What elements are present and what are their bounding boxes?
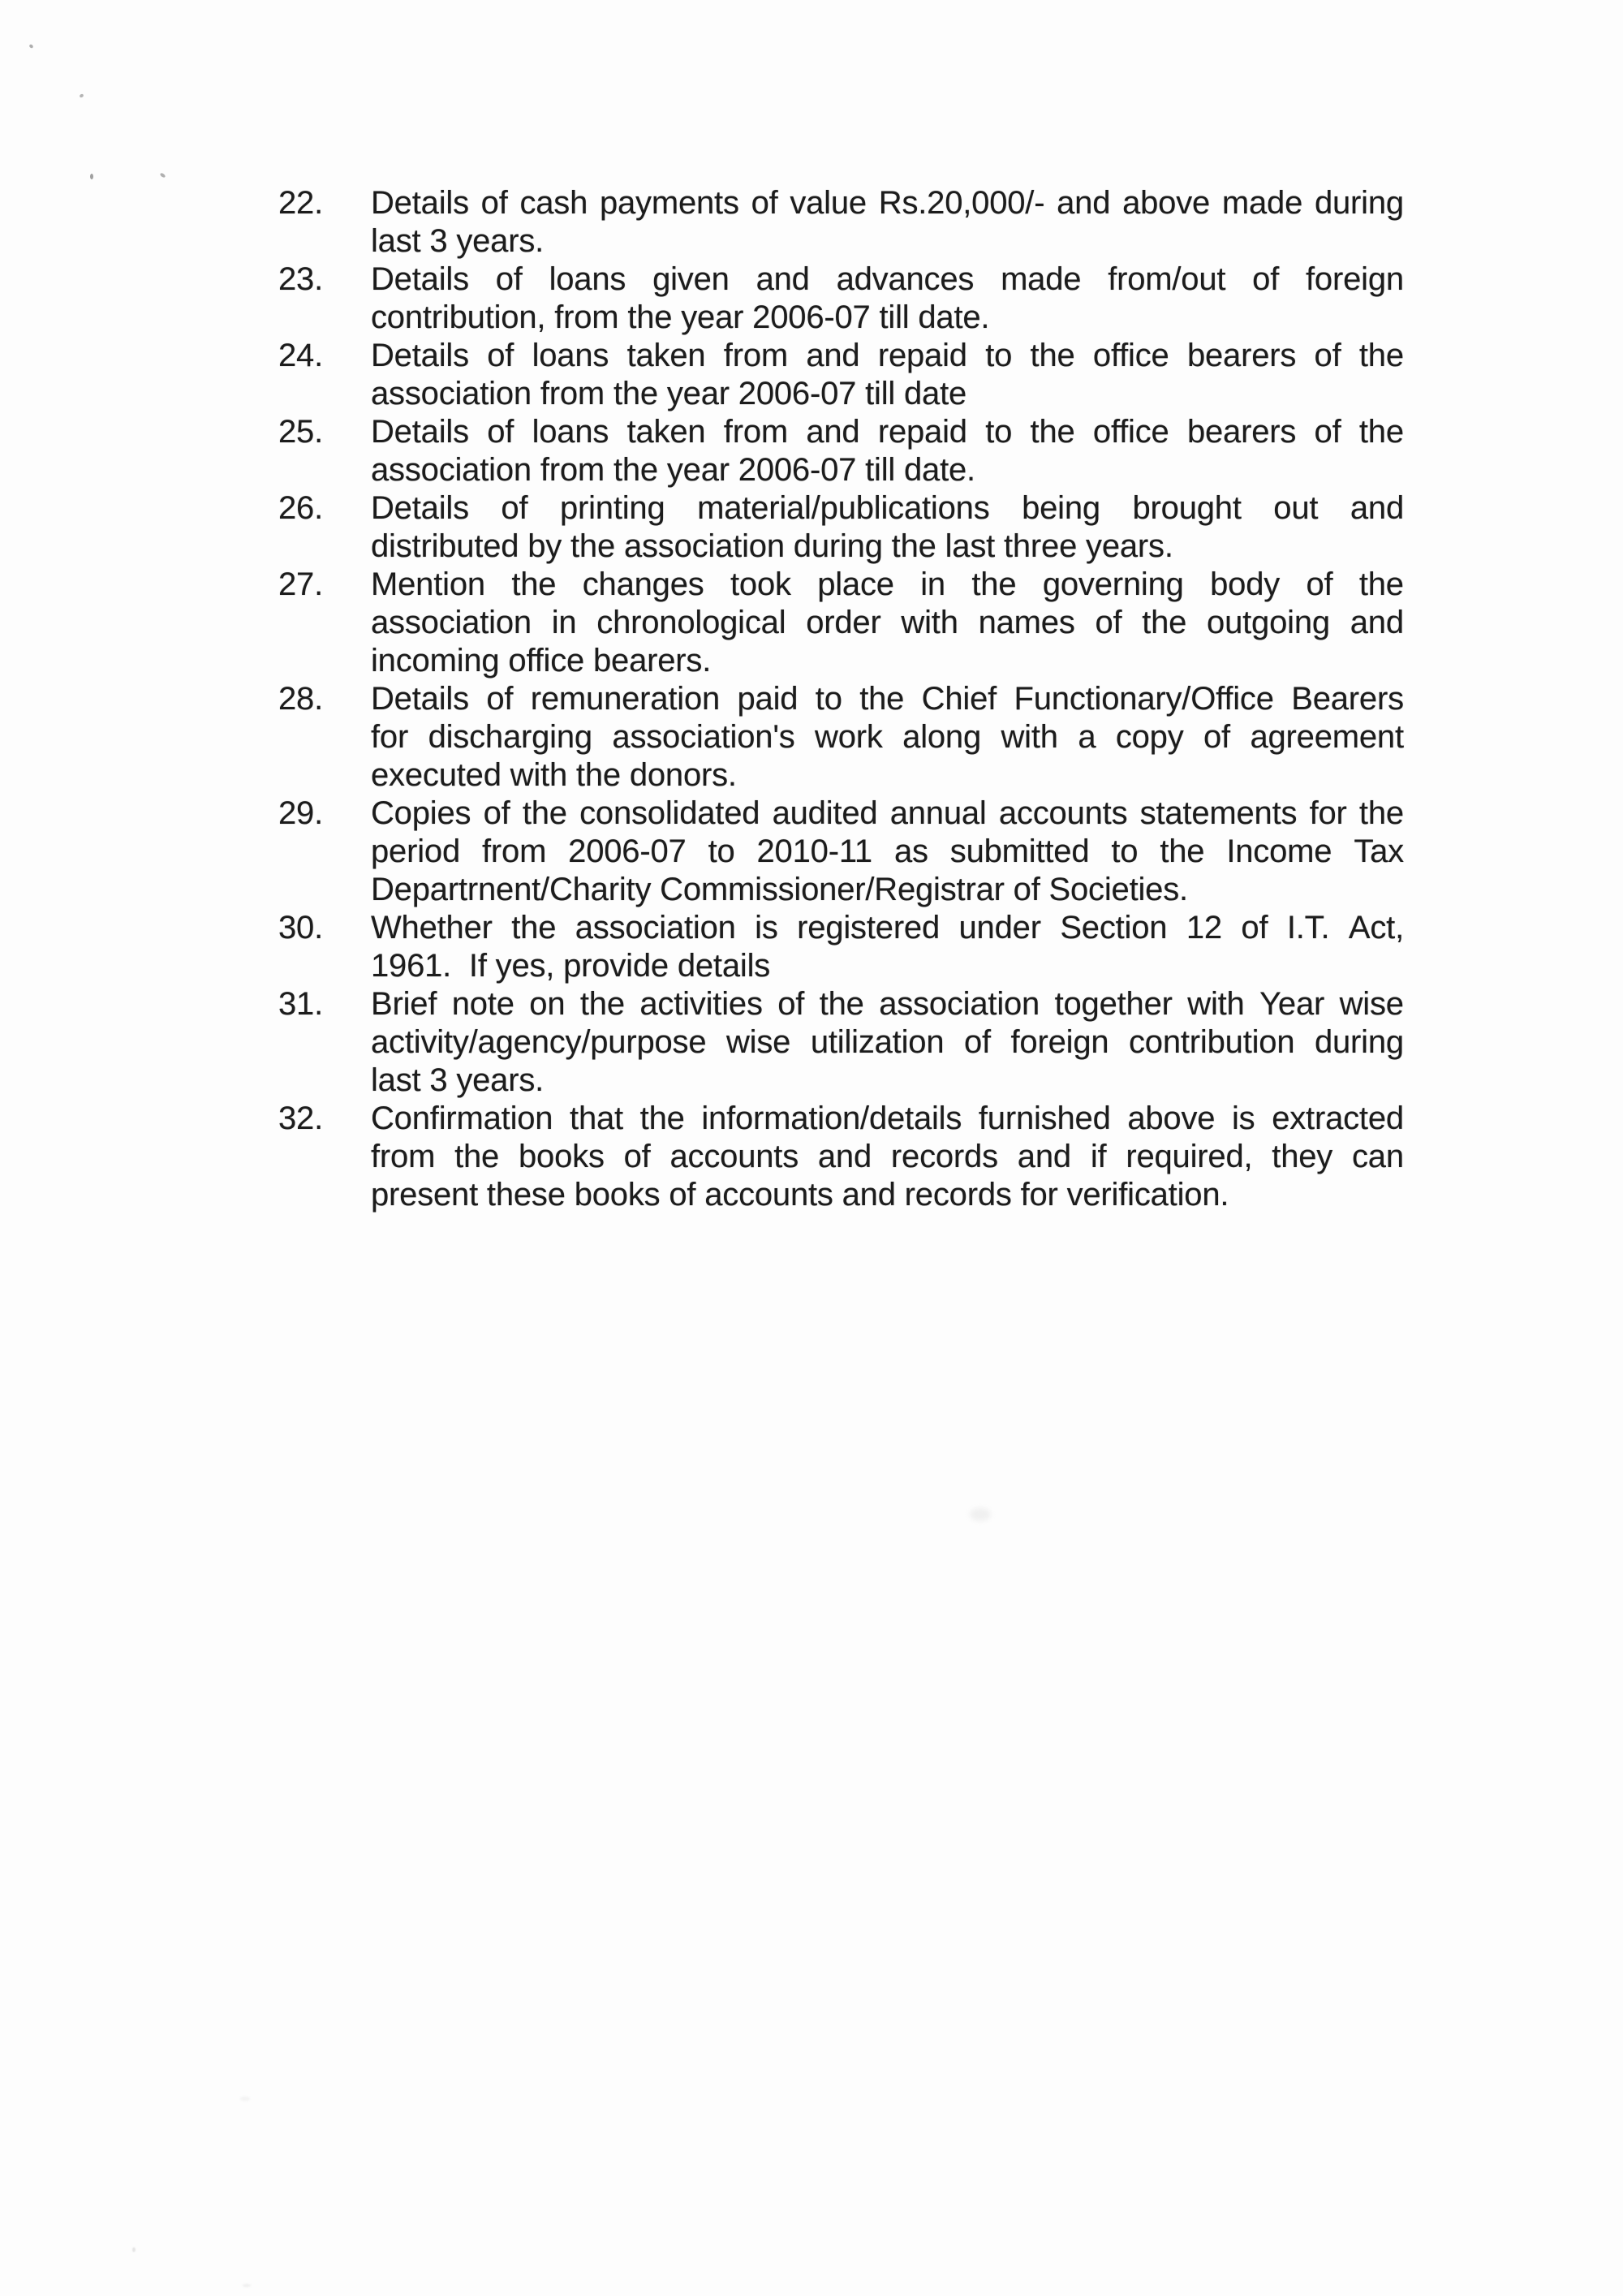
word: the (522, 795, 567, 831)
word: of (483, 795, 510, 831)
word: of (1095, 605, 1122, 640)
word: above (1127, 1101, 1216, 1136)
item-text (371, 337, 1404, 413)
item-text (371, 909, 1404, 985)
word: submitted (949, 834, 1090, 869)
word: of (963, 1024, 991, 1060)
word: that (570, 1101, 623, 1136)
item-number: 31. (278, 986, 324, 1022)
word: utilization (810, 1024, 945, 1060)
item-text (371, 261, 1404, 337)
word: and (806, 414, 860, 450)
word: annual (889, 795, 987, 831)
word: agreement (1250, 719, 1404, 755)
word: and (756, 261, 810, 297)
word: association (879, 986, 1040, 1022)
word: I.T. (1286, 910, 1330, 946)
word: bearers (1186, 414, 1297, 450)
word: order (806, 605, 881, 640)
list-item (278, 413, 1404, 489)
item-number: 23. (278, 261, 324, 297)
word: can (1352, 1139, 1404, 1174)
text-line: executed with the donors. (371, 757, 737, 793)
word: the (1030, 338, 1075, 373)
word: of (1306, 566, 1333, 602)
word: Details (371, 681, 469, 717)
word: a (1078, 719, 1096, 755)
word: copy (1115, 719, 1184, 755)
text-line (371, 1100, 1404, 1138)
word: made (1001, 261, 1082, 297)
item-text (371, 489, 1404, 566)
scan-speck (28, 44, 33, 49)
word: of (777, 986, 805, 1022)
word: Act, (1348, 910, 1404, 946)
word: Bearers (1291, 681, 1404, 717)
word: 12 (1186, 910, 1222, 946)
word: Section (1060, 910, 1168, 946)
word: to (708, 834, 735, 869)
word: of (495, 261, 523, 297)
word: Details (371, 338, 469, 373)
word: note (451, 986, 514, 1022)
word: Details (371, 261, 469, 297)
text-line: association from the year 2006-07 till date (371, 376, 967, 411)
word: the (639, 1101, 685, 1136)
text-line (371, 261, 1404, 299)
word: body (1210, 566, 1281, 602)
word: contribution (1128, 1024, 1295, 1060)
text-line: 1961. If yes, provide details (371, 948, 771, 984)
word: changes (582, 566, 704, 602)
word: of (1203, 719, 1230, 755)
word: during (1314, 1024, 1404, 1060)
item-text (371, 1100, 1404, 1214)
word: to (985, 414, 1013, 450)
word: Functionary/Office (1014, 681, 1274, 717)
list-item (278, 184, 1404, 261)
word: Confirmation (371, 1101, 553, 1136)
text-line (371, 680, 1404, 718)
word: with (1001, 719, 1058, 755)
word: Details (371, 185, 469, 221)
word: is (755, 910, 778, 946)
word: and (1017, 1139, 1071, 1174)
word: of (623, 1139, 651, 1174)
word: of (486, 681, 514, 717)
word: value (790, 185, 867, 221)
word: and (1350, 605, 1404, 640)
text-line: last 3 years. (371, 1062, 545, 1098)
word: repaid (877, 414, 967, 450)
text-line (371, 833, 1404, 871)
word: out (1273, 490, 1319, 526)
text-line (371, 1138, 1404, 1176)
word: the (579, 986, 625, 1022)
word: work (815, 719, 883, 755)
word: accounts (998, 795, 1128, 831)
text-line (371, 184, 1404, 222)
text-line (371, 566, 1404, 604)
word: the (511, 566, 557, 602)
word: of (1314, 338, 1341, 373)
word: material/publications (697, 490, 990, 526)
word: 2006-07 (568, 834, 687, 869)
text-line (371, 337, 1404, 375)
word: governing (1042, 566, 1184, 602)
text-line: last 3 years. (371, 223, 545, 259)
word: names (978, 605, 1075, 640)
text-line (371, 718, 1404, 756)
item-number: 29. (278, 795, 324, 831)
text-line: Departrnent/Charity Commissioner/Registrar of Societies. (371, 872, 1188, 907)
word: records (890, 1139, 998, 1174)
item-number: 28. (278, 681, 324, 717)
word: Copies (371, 795, 471, 831)
text-line (371, 604, 1404, 642)
scan-speck (159, 172, 166, 178)
word: from (723, 338, 788, 373)
word: taken (626, 414, 706, 450)
word: the (454, 1139, 500, 1174)
text-line: present these books of accounts and records for verification. (371, 1177, 1229, 1213)
word: Brief (371, 986, 437, 1022)
word: furnished (978, 1101, 1111, 1136)
word: consolidated (579, 795, 760, 831)
word: wise (1339, 986, 1404, 1022)
word: and (1350, 490, 1404, 526)
word: and (817, 1139, 872, 1174)
word: discharging (428, 719, 592, 755)
word: the (971, 566, 1017, 602)
scan-speck (90, 174, 93, 179)
word: as (893, 834, 928, 869)
word: office (1092, 414, 1169, 450)
text-line (371, 1023, 1404, 1062)
word: the (1358, 338, 1404, 373)
list-item (278, 795, 1404, 909)
word: if (1090, 1139, 1107, 1174)
word: paid (737, 681, 799, 717)
word: of (501, 490, 528, 526)
word: the (1142, 605, 1187, 640)
word: to (985, 338, 1013, 373)
word: the (1030, 414, 1075, 450)
word: loans (532, 338, 609, 373)
list-item (278, 1100, 1404, 1214)
word: loans (549, 261, 626, 297)
word: Chief (921, 681, 997, 717)
word: foreign (1306, 261, 1404, 297)
word: activity/agency/purpose (371, 1024, 707, 1060)
scan-smudge (240, 2096, 250, 2101)
ordered-list (278, 184, 1404, 1214)
word: made (1221, 185, 1303, 221)
word: taken (626, 338, 706, 373)
word: from (371, 1139, 436, 1174)
word: the (1358, 566, 1404, 602)
word: Mention (371, 566, 485, 602)
word: the (859, 681, 905, 717)
item-number: 30. (278, 910, 324, 946)
list-item (278, 909, 1404, 985)
word: the (819, 986, 864, 1022)
word: period (371, 834, 460, 869)
text-line (371, 489, 1404, 528)
word: for (1309, 795, 1347, 831)
word: extracted (1272, 1101, 1404, 1136)
word: cash (519, 185, 588, 221)
word: the (511, 910, 557, 946)
word: bearers (1186, 338, 1297, 373)
item-number: 27. (278, 566, 324, 602)
word: with (1187, 986, 1245, 1022)
word: information/details (701, 1101, 962, 1136)
word: registered (797, 910, 941, 946)
word: given (652, 261, 730, 297)
word: they (1272, 1139, 1333, 1174)
item-text (371, 985, 1404, 1100)
word: took (730, 566, 791, 602)
word: of (1252, 261, 1280, 297)
scan-smudge (970, 1508, 991, 1521)
text-line (371, 909, 1404, 947)
word: the (1358, 414, 1404, 450)
word: remuneration (530, 681, 721, 717)
word: repaid (877, 338, 967, 373)
word: activities (639, 986, 763, 1022)
list-item (278, 680, 1404, 795)
item-number: 24. (278, 338, 324, 373)
word: of (480, 185, 508, 221)
word: is (1232, 1101, 1255, 1136)
list-item (278, 337, 1404, 413)
item-text (371, 795, 1404, 909)
word: in (920, 566, 945, 602)
word: foreign (1010, 1024, 1109, 1060)
scan-speck (79, 93, 84, 98)
word: Details (371, 490, 469, 526)
word: Tax (1354, 834, 1404, 869)
word: together (1054, 986, 1173, 1022)
text-line: association from the year 2006-07 till date. (371, 452, 975, 488)
list-item (278, 489, 1404, 566)
text-line: distributed by the association during the last three years. (371, 528, 1173, 564)
word: the (1160, 834, 1205, 869)
word: 2010-11 (756, 834, 872, 869)
word: and (1057, 185, 1111, 221)
word: for (371, 719, 409, 755)
item-number: 32. (278, 1101, 324, 1136)
word: loans (532, 414, 609, 450)
word: place (817, 566, 894, 602)
text-line (371, 795, 1404, 833)
word: advances (836, 261, 975, 297)
text-line: contribution, from the year 2006-07 till date. (371, 299, 990, 335)
word: from/out (1108, 261, 1226, 297)
word: wise (726, 1024, 791, 1060)
word: of (487, 338, 514, 373)
item-text (371, 566, 1404, 680)
word: brought (1132, 490, 1242, 526)
item-number: 26. (278, 490, 324, 526)
item-number: 25. (278, 414, 324, 450)
word: on (529, 986, 566, 1022)
word: statements (1139, 795, 1298, 831)
word: of (751, 185, 778, 221)
word: association (575, 910, 736, 946)
word: being (1022, 490, 1100, 526)
word: association (371, 605, 532, 640)
word: with (901, 605, 958, 640)
word: outgoing (1207, 605, 1330, 640)
list-item (278, 261, 1404, 337)
word: payments (599, 185, 739, 221)
list-item (278, 985, 1404, 1100)
word: printing (559, 490, 665, 526)
text-line (371, 413, 1404, 451)
word: required, (1126, 1139, 1253, 1174)
word: association's (612, 719, 795, 755)
word: Year (1259, 986, 1325, 1022)
word: office (1092, 338, 1169, 373)
item-number: 22. (278, 185, 324, 221)
scan-speck (132, 2247, 136, 2252)
word: books (519, 1139, 605, 1174)
word: accounts (669, 1139, 799, 1174)
word: Rs.20,000/- (878, 185, 1045, 221)
word: above (1122, 185, 1211, 221)
word: audited (772, 795, 878, 831)
word: during (1314, 185, 1404, 221)
word: from (481, 834, 547, 869)
word: of (1314, 414, 1341, 450)
word: Income (1226, 834, 1332, 869)
word: in (551, 605, 577, 640)
item-text (371, 680, 1404, 795)
word: to (815, 681, 842, 717)
word: under (958, 910, 1041, 946)
word: along (902, 719, 982, 755)
word: the (1358, 795, 1404, 831)
word: and (806, 338, 860, 373)
text-line (371, 985, 1404, 1023)
word: Whether (371, 910, 493, 946)
list-item (278, 566, 1404, 680)
word: to (1111, 834, 1139, 869)
word: of (1241, 910, 1268, 946)
word: from (723, 414, 788, 450)
item-text (371, 413, 1404, 489)
item-text (371, 184, 1404, 261)
text-line: incoming office bearers. (371, 643, 712, 678)
word: chronological (596, 605, 786, 640)
word: of (487, 414, 514, 450)
scan-speck (243, 2284, 251, 2287)
word: Details (371, 414, 469, 450)
